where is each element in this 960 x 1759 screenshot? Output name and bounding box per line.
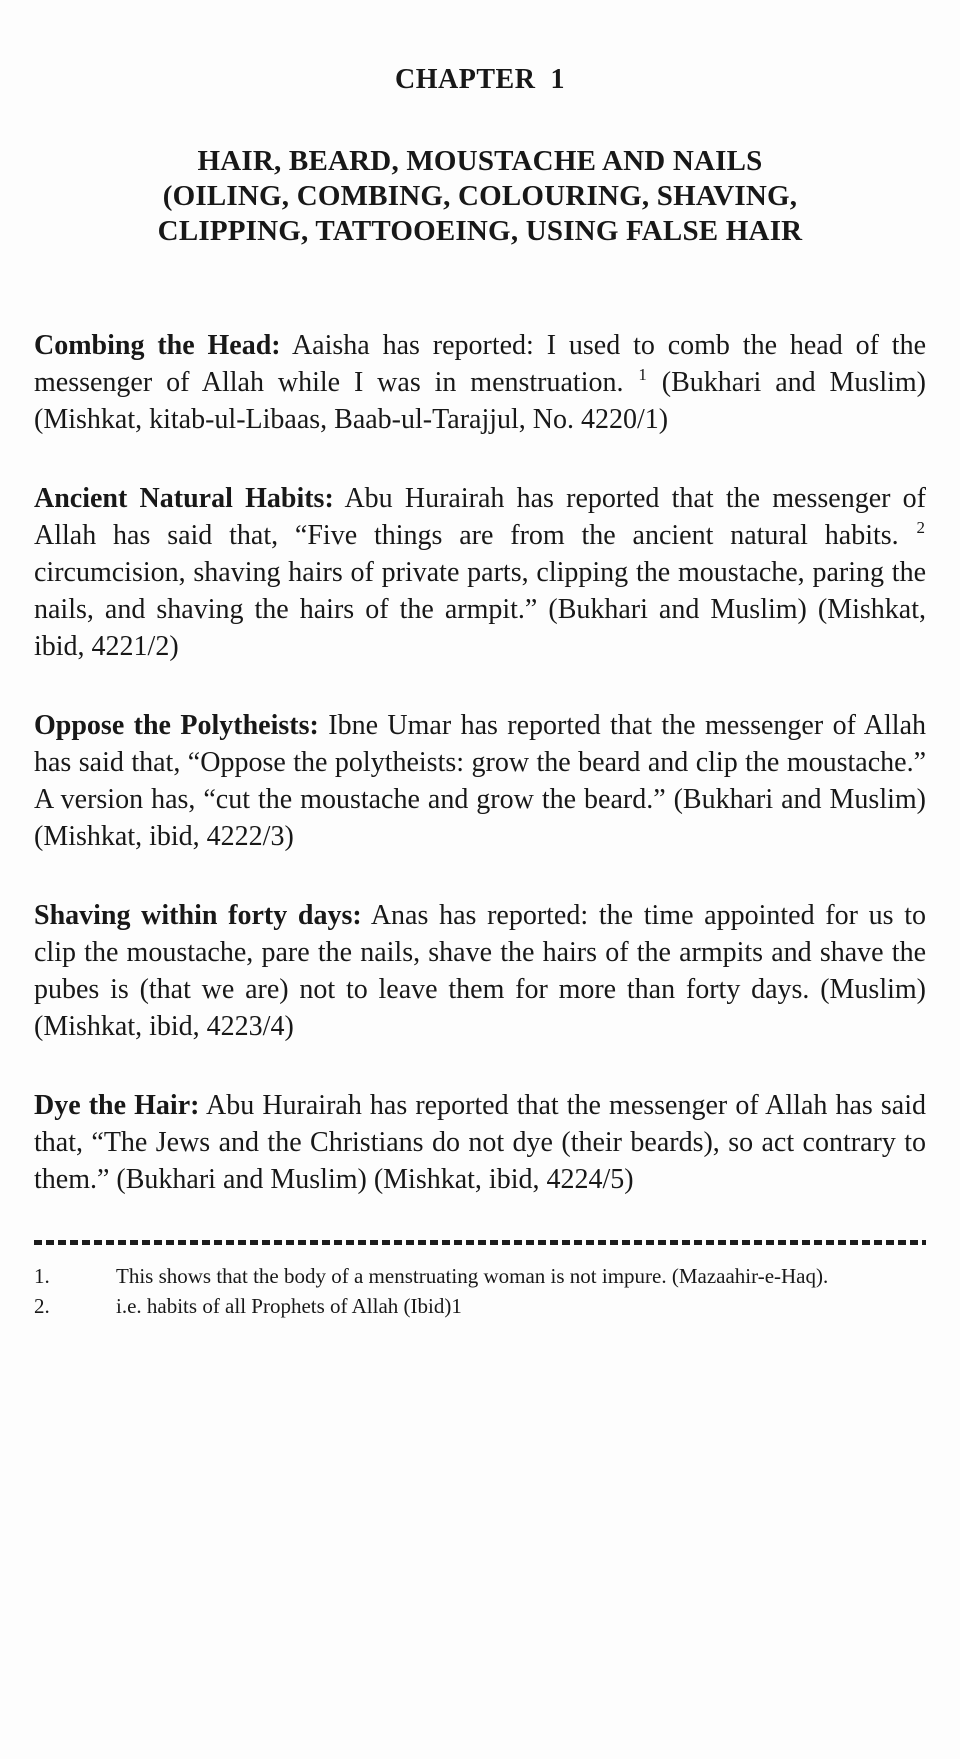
footnote-separator	[34, 1240, 926, 1245]
footnote-text: i.e. habits of all Prophets of Allah (Ibid)1	[116, 1294, 462, 1318]
paragraph-text: Abu Hurairah has reported that the messenger of Allah has said that, “The Jews and the Christians do not dye (their beards), so act contrary to them.” (Bukhari and Muslim) (Mishkat, ibid, 4224/5)	[34, 1090, 926, 1195]
paragraph-lead: Oppose the Polytheists:	[34, 710, 319, 741]
footnote-number: 2.	[34, 1294, 50, 1318]
paragraph	[34, 1087, 926, 1198]
paragraph-text: Abu Hurairah has reported that the messenger of Allah has said that, “Five things are from the ancient natural habits.	[34, 483, 926, 551]
footnote-item	[34, 1261, 926, 1291]
paragraph	[34, 480, 926, 665]
chapter-title-line: HAIR, BEARD, MOUSTACHE AND NAILS	[197, 145, 763, 177]
paragraph-text: Anas has reported: the time appointed for us to clip the moustache, pare the nails, shave the hairs of the armpits and shave the pubes is (that we are) not to leave them for more than forty days. (Muslim) (Mishkat, ibid, 4223/4)	[34, 900, 926, 1042]
footnote-ref: 1	[638, 365, 647, 384]
chapter-title-line: (OILING, COMBING, COLOURING, SHAVING,	[162, 180, 798, 212]
footnote-item	[34, 1291, 926, 1321]
paragraph-text: Aaisha has reported: I used to comb the head of the messenger of Allah while I was in menstruation.	[34, 330, 926, 398]
paragraph	[34, 707, 926, 855]
footnote-text: This shows that the body of a menstruating woman is not impure. (Mazaahir-e-Haq).	[116, 1264, 829, 1288]
footnote-number: 1.	[34, 1264, 50, 1288]
paragraph-lead: Shaving within forty days:	[34, 900, 362, 931]
chapter-title-line: CLIPPING, TATTOOEING, USING FALSE HAIR	[157, 215, 803, 247]
paragraph	[34, 327, 926, 438]
paragraph-text: circumcision, shaving hairs of private parts, clipping the moustache, paring the nails, and shaving the hairs of the armpit.” (Bukhari and Muslim) (Mishkat, ibid, 4221/2)	[34, 557, 926, 662]
paragraph-lead: Combing the Head:	[34, 330, 281, 361]
chapter-heading: CHAPTER 1	[395, 64, 565, 95]
paragraph-text: Ibne Umar has reported that the messenger of Allah has said that, “Oppose the polytheists: grow the beard and clip the moustache.” A version has, “cut the moustache and grow the beard.” (Bukhari and Muslim) (Mishkat, ibid, 4222/3)	[34, 710, 926, 852]
footnote-ref: 2	[916, 518, 925, 537]
paragraph-lead: Dye the Hair:	[34, 1090, 200, 1121]
body-paragraphs	[34, 327, 926, 1198]
chapter-title	[34, 144, 926, 249]
footnotes	[34, 1261, 926, 1321]
paragraph-text: (Bukhari and Muslim) (Mishkat, kitab-ul-Libaas, Baab-ul-Tarajjul, No. 4220/1)	[34, 367, 926, 435]
paragraph-lead: Ancient Natural Habits:	[34, 483, 334, 514]
paragraph	[34, 897, 926, 1045]
